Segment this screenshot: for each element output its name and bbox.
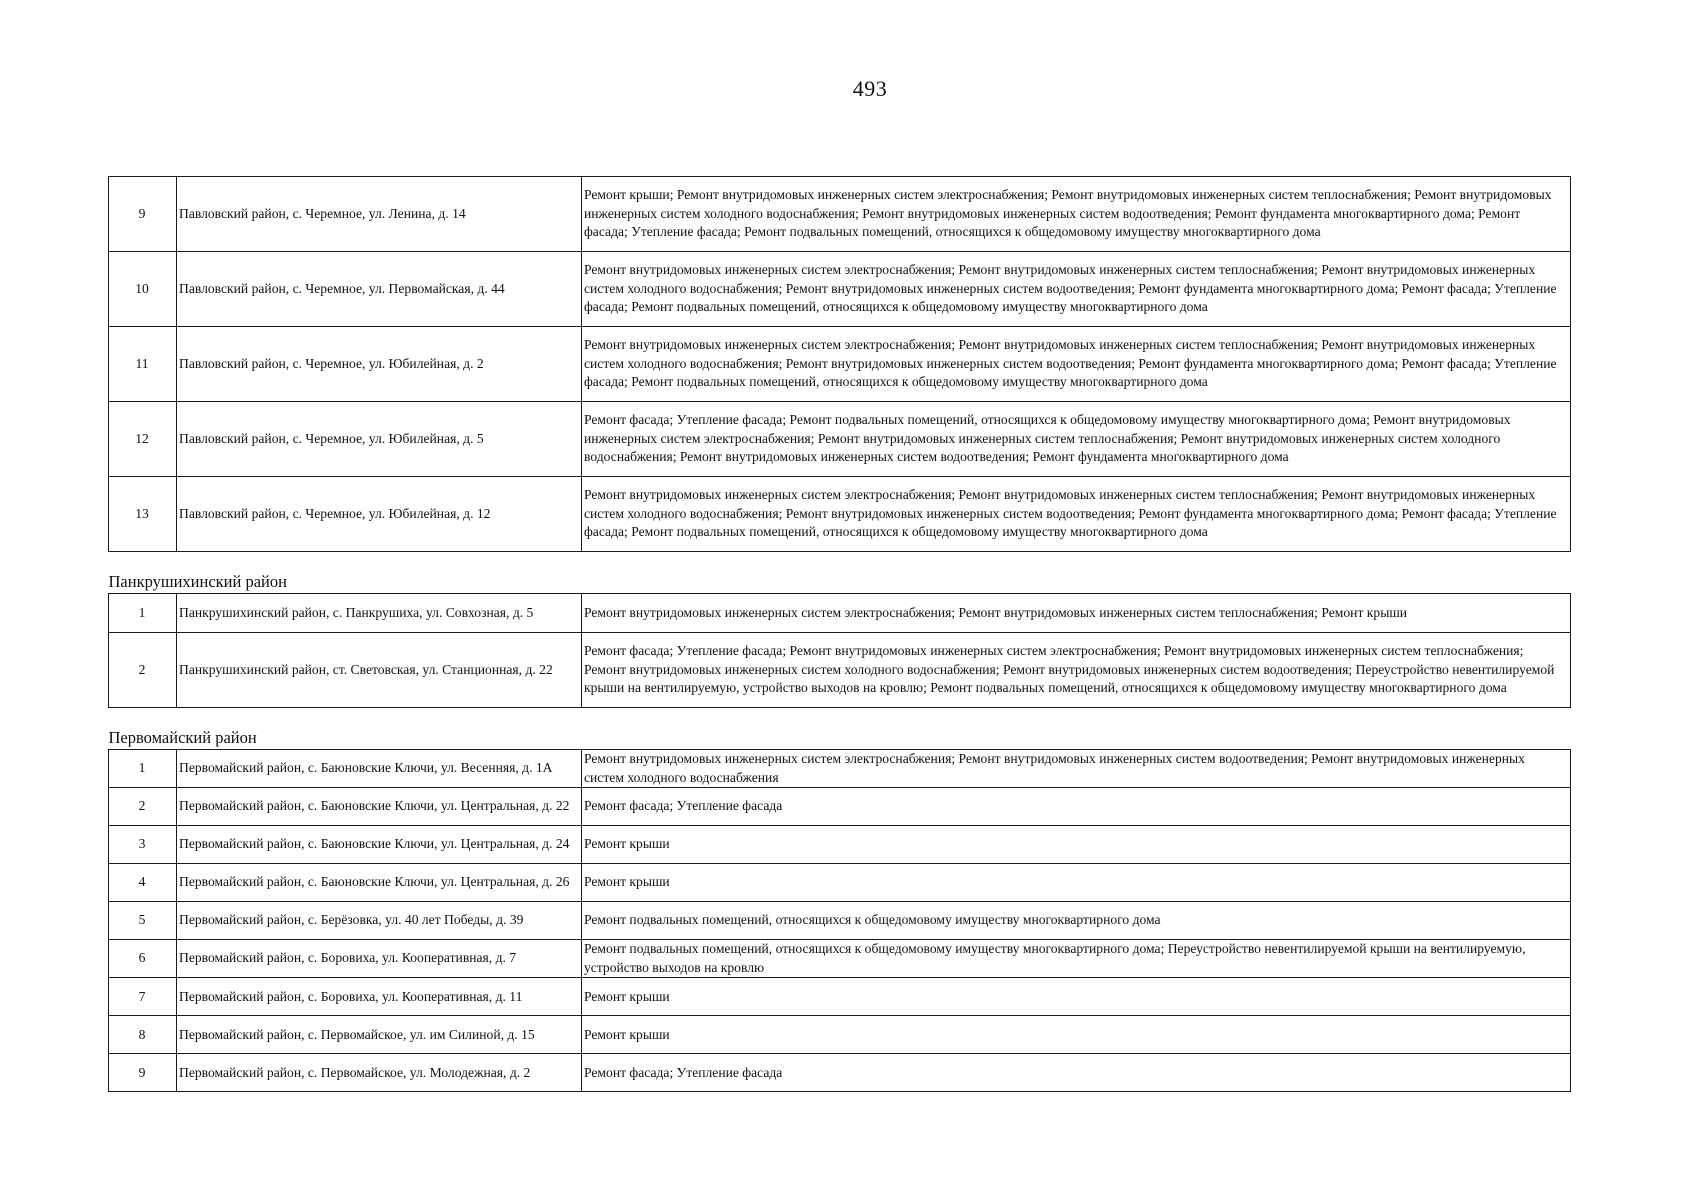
row-works: Ремонт крыши xyxy=(582,826,1571,864)
table-row xyxy=(109,750,1571,788)
table-row xyxy=(109,940,1571,978)
repair-works-table xyxy=(108,176,1571,1092)
row-works: Ремонт крыши xyxy=(582,978,1571,1016)
row-number: 6 xyxy=(109,940,177,978)
row-address: Первомайский район, с. Первомайское, ул. им Силиной, д. 15 xyxy=(177,1016,582,1054)
table-row xyxy=(109,902,1571,940)
table-row xyxy=(109,788,1571,826)
row-works: Ремонт внутридомовых инженерных систем электроснабжения; Ремонт внутридомовых инженерных систем теплоснабжения; Ремонт внутридомовых инженерных систем холодного водоснабжения; Ремонт внутридомовых инженерных систем водоотведения; Ремонт фундамента многоквартирного дома; Ремонт фасада; Утепление фасада; Ремонт подвальных помещений, относящихся к общедомовому имуществу многоквартирного дома xyxy=(582,327,1571,402)
row-works: Ремонт подвальных помещений, относящихся к общедомовому имуществу многоквартирного дома; Переустройство невентилируемой крыши на вентилируемую, устройство выходов на кровлю xyxy=(582,940,1571,978)
table-row xyxy=(109,477,1571,552)
table-row xyxy=(109,978,1571,1016)
row-address: Панкрушихинский район, с. Панкрушиха, ул. Совхозная, д. 5 xyxy=(177,594,582,633)
row-number: 1 xyxy=(109,750,177,788)
row-address: Павловский район, с. Черемное, ул. Ленина, д. 14 xyxy=(177,177,582,252)
row-number: 9 xyxy=(109,1054,177,1092)
row-number: 5 xyxy=(109,902,177,940)
row-address: Павловский район, с. Черемное, ул. Юбилейная, д. 5 xyxy=(177,402,582,477)
row-number: 13 xyxy=(109,477,177,552)
row-address: Первомайский район, с. Берёзовка, ул. 40 лет Победы, д. 39 xyxy=(177,902,582,940)
row-number: 7 xyxy=(109,978,177,1016)
row-works: Ремонт крыши xyxy=(582,864,1571,902)
row-number: 9 xyxy=(109,177,177,252)
district-name: Панкрушихинский район xyxy=(109,552,1571,594)
row-works: Ремонт внутридомовых инженерных систем электроснабжения; Ремонт внутридомовых инженерных систем водоотведения; Ремонт внутридомовых инженерных систем холодного водоснабжения xyxy=(582,750,1571,788)
row-works: Ремонт внутридомовых инженерных систем электроснабжения; Ремонт внутридомовых инженерных систем теплоснабжения; Ремонт внутридомовых инженерных систем холодного водоснабжения; Ремонт внутридомовых инженерных систем водоотведения; Ремонт фундамента многоквартирного дома; Ремонт фасада; Утепление фасада; Ремонт подвальных помещений, относящихся к общедомовому имуществу многоквартирного дома xyxy=(582,477,1571,552)
table-row xyxy=(109,1016,1571,1054)
row-address: Павловский район, с. Черемное, ул. Первомайская, д. 44 xyxy=(177,252,582,327)
table-row xyxy=(109,402,1571,477)
row-works: Ремонт крыши xyxy=(582,1016,1571,1054)
row-address: Павловский район, с. Черемное, ул. Юбилейная, д. 2 xyxy=(177,327,582,402)
table-row xyxy=(109,594,1571,633)
table-row xyxy=(109,1054,1571,1092)
row-address: Первомайский район, с. Баюновские Ключи, ул. Центральная, д. 24 xyxy=(177,826,582,864)
row-number: 1 xyxy=(109,594,177,633)
row-works: Ремонт фасада; Утепление фасада; Ремонт внутридомовых инженерных систем электроснабжения; Ремонт внутридомовых инженерных систем теплоснабжения; Ремонт внутридомовых инженерных систем холодного водоснабжения; Ремонт внутридомовых инженерных систем водоотведения; Переустройство невентилируемой крыши на вентилируемую, устройство выходов на кровлю; Ремонт подвальных помещений, относящихся к общедомовому имуществу многоквартирного дома xyxy=(582,633,1571,708)
row-number: 2 xyxy=(109,788,177,826)
row-address: Первомайский район, с. Баюновские Ключи, ул. Центральная, д. 26 xyxy=(177,864,582,902)
row-address: Первомайский район, с. Боровиха, ул. Кооперативная, д. 7 xyxy=(177,940,582,978)
table-row xyxy=(109,177,1571,252)
row-address: Первомайский район, с. Баюновские Ключи, ул. Центральная, д. 22 xyxy=(177,788,582,826)
row-number: 10 xyxy=(109,252,177,327)
page-number: 493 xyxy=(852,76,888,101)
table-body xyxy=(109,177,1571,1092)
row-number: 8 xyxy=(109,1016,177,1054)
district-header-row xyxy=(109,708,1571,750)
row-number: 12 xyxy=(109,402,177,477)
row-works: Ремонт фасада; Утепление фасада; Ремонт подвальных помещений, относящихся к общедомовому имуществу многоквартирного дома; Ремонт внутридомовых инженерных систем электроснабжения; Ремонт внутридомовых инженерных систем теплоснабжения; Ремонт внутридомовых инженерных систем холодного водоснабжения; Ремонт внутридомовых инженерных систем водоотведения; Ремонт фундамента многоквартирного дома xyxy=(582,402,1571,477)
table-row xyxy=(109,252,1571,327)
row-works: Ремонт подвальных помещений, относящихся к общедомовому имуществу многоквартирного дома xyxy=(582,902,1571,940)
row-address: Первомайский район, с. Боровиха, ул. Кооперативная, д. 11 xyxy=(177,978,582,1016)
row-works: Ремонт внутридомовых инженерных систем электроснабжения; Ремонт внутридомовых инженерных систем теплоснабжения; Ремонт внутридомовых инженерных систем холодного водоснабжения; Ремонт внутридомовых инженерных систем водоотведения; Ремонт фундамента многоквартирного дома; Ремонт фасада; Утепление фасада; Ремонт подвальных помещений, относящихся к общедомовому имуществу многоквартирного дома xyxy=(582,252,1571,327)
row-number: 2 xyxy=(109,633,177,708)
row-address: Павловский район, с. Черемное, ул. Юбилейная, д. 12 xyxy=(177,477,582,552)
table-row xyxy=(109,633,1571,708)
row-number: 4 xyxy=(109,864,177,902)
row-works: Ремонт крыши; Ремонт внутридомовых инженерных систем электроснабжения; Ремонт внутридомовых инженерных систем теплоснабжения; Ремонт внутридомовых инженерных систем холодного водоснабжения; Ремонт внутридомовых инженерных систем водоотведения; Ремонт фундамента многоквартирного дома; Ремонт фасада; Утепление фасада; Ремонт подвальных помещений, относящихся к общедомовому имуществу многоквартирного дома xyxy=(582,177,1571,252)
table-row xyxy=(109,327,1571,402)
row-works: Ремонт фасада; Утепление фасада xyxy=(582,1054,1571,1092)
row-address: Первомайский район, с. Первомайское, ул. Молодежная, д. 2 xyxy=(177,1054,582,1092)
district-header-row xyxy=(109,552,1571,594)
row-number: 3 xyxy=(109,826,177,864)
row-number: 11 xyxy=(109,327,177,402)
table-row xyxy=(109,826,1571,864)
row-address: Первомайский район, с. Баюновские Ключи, ул. Весенняя, д. 1А xyxy=(177,750,582,788)
row-address: Панкрушихинский район, ст. Световская, ул. Станционная, д. 22 xyxy=(177,633,582,708)
district-name: Первомайский район xyxy=(109,708,1571,750)
table-row xyxy=(109,864,1571,902)
row-works: Ремонт фасада; Утепление фасада xyxy=(582,788,1571,826)
row-works: Ремонт внутридомовых инженерных систем электроснабжения; Ремонт внутридомовых инженерных систем теплоснабжения; Ремонт крыши xyxy=(582,594,1571,633)
